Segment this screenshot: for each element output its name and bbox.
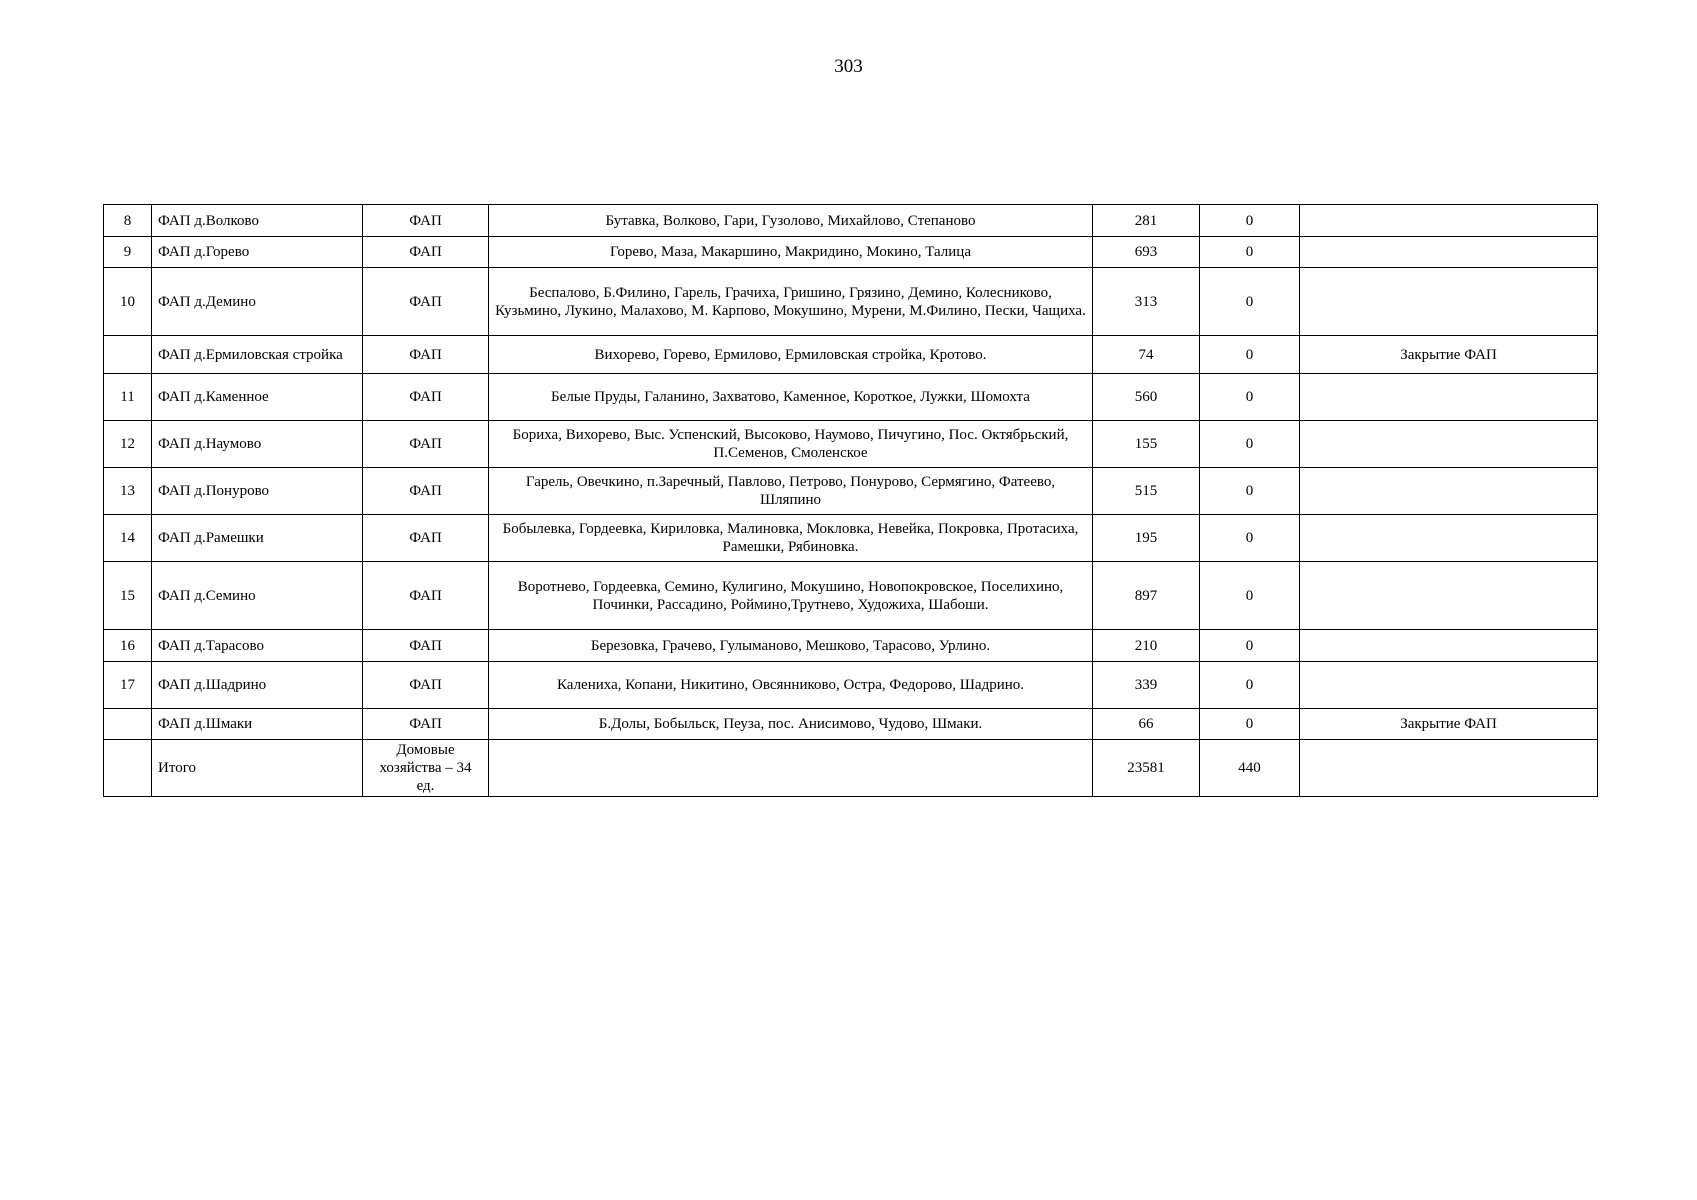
total-label: Итого bbox=[152, 740, 363, 797]
table-row bbox=[104, 630, 1598, 662]
facility-type: ФАП bbox=[363, 662, 489, 709]
value: 0 bbox=[1200, 662, 1300, 709]
served-villages: Воротнево, Гордеевка, Семино, Кулигино, Мокушино, Новопокровское, Поселихино, Починки, Рассадино, Роймино,Трутнево, Художиха, Шабоши. bbox=[489, 562, 1093, 630]
value: 0 bbox=[1200, 374, 1300, 421]
note bbox=[1300, 374, 1598, 421]
facility-type: ФАП bbox=[363, 468, 489, 515]
facility-type: ФАП bbox=[363, 205, 489, 237]
served-villages: Березовка, Грачево, Гулыманово, Мешково, Тарасово, Урлино. bbox=[489, 630, 1093, 662]
note bbox=[1300, 237, 1598, 268]
row-number: 11 bbox=[104, 374, 152, 421]
table-row bbox=[104, 336, 1598, 374]
population: 155 bbox=[1093, 421, 1200, 468]
table-row bbox=[104, 709, 1598, 740]
note bbox=[1300, 662, 1598, 709]
value: 0 bbox=[1200, 468, 1300, 515]
served-villages: Бутавка, Волково, Гари, Гузолово, Михайлово, Степаново bbox=[489, 205, 1093, 237]
fap-name: ФАП д.Рамешки bbox=[152, 515, 363, 562]
row-number: 13 bbox=[104, 468, 152, 515]
value: 0 bbox=[1200, 630, 1300, 662]
table-row bbox=[104, 562, 1598, 630]
population: 313 bbox=[1093, 268, 1200, 336]
fap-name: ФАП д.Шмаки bbox=[152, 709, 363, 740]
facility-type: ФАП bbox=[363, 630, 489, 662]
value: 0 bbox=[1200, 709, 1300, 740]
value: 0 bbox=[1200, 205, 1300, 237]
facility-type: ФАП bbox=[363, 515, 489, 562]
row-number bbox=[104, 709, 152, 740]
fap-name: ФАП д.Наумово bbox=[152, 421, 363, 468]
note bbox=[1300, 515, 1598, 562]
fap-name: ФАП д.Демино bbox=[152, 268, 363, 336]
households-count: Домовые хозяйства – 34 ед. bbox=[363, 740, 489, 797]
facility-type: ФАП bbox=[363, 374, 489, 421]
fap-table bbox=[103, 204, 1598, 797]
row-number: 10 bbox=[104, 268, 152, 336]
value: 0 bbox=[1200, 421, 1300, 468]
fap-name: ФАП д.Каменное bbox=[152, 374, 363, 421]
table-row bbox=[104, 237, 1598, 268]
value: 0 bbox=[1200, 336, 1300, 374]
facility-type: ФАП bbox=[363, 709, 489, 740]
population: 560 bbox=[1093, 374, 1200, 421]
facility-type: ФАП bbox=[363, 562, 489, 630]
table-row bbox=[104, 374, 1598, 421]
table-row bbox=[104, 515, 1598, 562]
note bbox=[1300, 740, 1598, 797]
served-villages: Вихорево, Горево, Ермилово, Ермиловская стройка, Кротово. bbox=[489, 336, 1093, 374]
fap-name: ФАП д.Тарасово bbox=[152, 630, 363, 662]
row-number: 8 bbox=[104, 205, 152, 237]
note bbox=[1300, 205, 1598, 237]
served-villages bbox=[489, 740, 1093, 797]
row-number: 14 bbox=[104, 515, 152, 562]
fap-name: ФАП д.Понурово bbox=[152, 468, 363, 515]
note bbox=[1300, 268, 1598, 336]
table-row bbox=[104, 468, 1598, 515]
fap-name: ФАП д.Волково bbox=[152, 205, 363, 237]
note: Закрытие ФАП bbox=[1300, 709, 1598, 740]
facility-type: ФАП bbox=[363, 237, 489, 268]
population: 210 bbox=[1093, 630, 1200, 662]
value: 0 bbox=[1200, 562, 1300, 630]
facility-type: ФАП bbox=[363, 268, 489, 336]
table-row bbox=[104, 421, 1598, 468]
row-number: 16 bbox=[104, 630, 152, 662]
served-villages: Белые Пруды, Галанино, Захватово, Каменное, Короткое, Лужки, Шомохта bbox=[489, 374, 1093, 421]
fap-name: ФАП д.Шадрино bbox=[152, 662, 363, 709]
row-number: 12 bbox=[104, 421, 152, 468]
note bbox=[1300, 421, 1598, 468]
value: 0 bbox=[1200, 268, 1300, 336]
row-number: 9 bbox=[104, 237, 152, 268]
served-villages: Гарель, Овечкино, п.Заречный, Павлово, Петрово, Понурово, Сермягино, Фатеево, Шляпино bbox=[489, 468, 1093, 515]
fap-name: ФАП д.Семино bbox=[152, 562, 363, 630]
population: 515 bbox=[1093, 468, 1200, 515]
population: 195 bbox=[1093, 515, 1200, 562]
total-value: 440 bbox=[1200, 740, 1300, 797]
population: 897 bbox=[1093, 562, 1200, 630]
total-population: 23581 bbox=[1093, 740, 1200, 797]
population: 66 bbox=[1093, 709, 1200, 740]
row-number: 15 bbox=[104, 562, 152, 630]
population: 339 bbox=[1093, 662, 1200, 709]
value: 0 bbox=[1200, 515, 1300, 562]
table-row bbox=[104, 662, 1598, 709]
served-villages: Беспалово, Б.Филино, Гарель, Грачиха, Гришино, Грязино, Демино, Колесниково, Кузьмино, Лукино, Малахово, М. Карпово, Мокушино, Мурени, М.Филино, Пески, Чащиха. bbox=[489, 268, 1093, 336]
population: 693 bbox=[1093, 237, 1200, 268]
note bbox=[1300, 562, 1598, 630]
row-number bbox=[104, 740, 152, 797]
served-villages: Горево, Маза, Макаршино, Макридино, Мокино, Талица bbox=[489, 237, 1093, 268]
population: 281 bbox=[1093, 205, 1200, 237]
page-number: 303 bbox=[834, 56, 863, 77]
note bbox=[1300, 468, 1598, 515]
served-villages: Бориха, Вихорево, Выс. Успенский, Высоково, Наумово, Пичугино, Пос. Октябрьский, П.Семенов, Смоленское bbox=[489, 421, 1093, 468]
table-row bbox=[104, 268, 1598, 336]
total-row bbox=[104, 740, 1598, 797]
fap-name: ФАП д.Ермиловская стройка bbox=[152, 336, 363, 374]
table-row bbox=[104, 205, 1598, 237]
note bbox=[1300, 630, 1598, 662]
served-villages: Бобылевка, Гордеевка, Кириловка, Малиновка, Мокловка, Невейка, Покровка, Протасиха, Рамешки, Рябиновка. bbox=[489, 515, 1093, 562]
note: Закрытие ФАП bbox=[1300, 336, 1598, 374]
facility-type: ФАП bbox=[363, 421, 489, 468]
row-number: 17 bbox=[104, 662, 152, 709]
facility-type: ФАП bbox=[363, 336, 489, 374]
served-villages: Б.Долы, Бобыльск, Пеуза, пос. Анисимово, Чудово, Шмаки. bbox=[489, 709, 1093, 740]
population: 74 bbox=[1093, 336, 1200, 374]
fap-name: ФАП д.Горево bbox=[152, 237, 363, 268]
served-villages: Калениха, Копани, Никитино, Овсянниково, Остра, Федорово, Шадрино. bbox=[489, 662, 1093, 709]
row-number bbox=[104, 336, 152, 374]
value: 0 bbox=[1200, 237, 1300, 268]
